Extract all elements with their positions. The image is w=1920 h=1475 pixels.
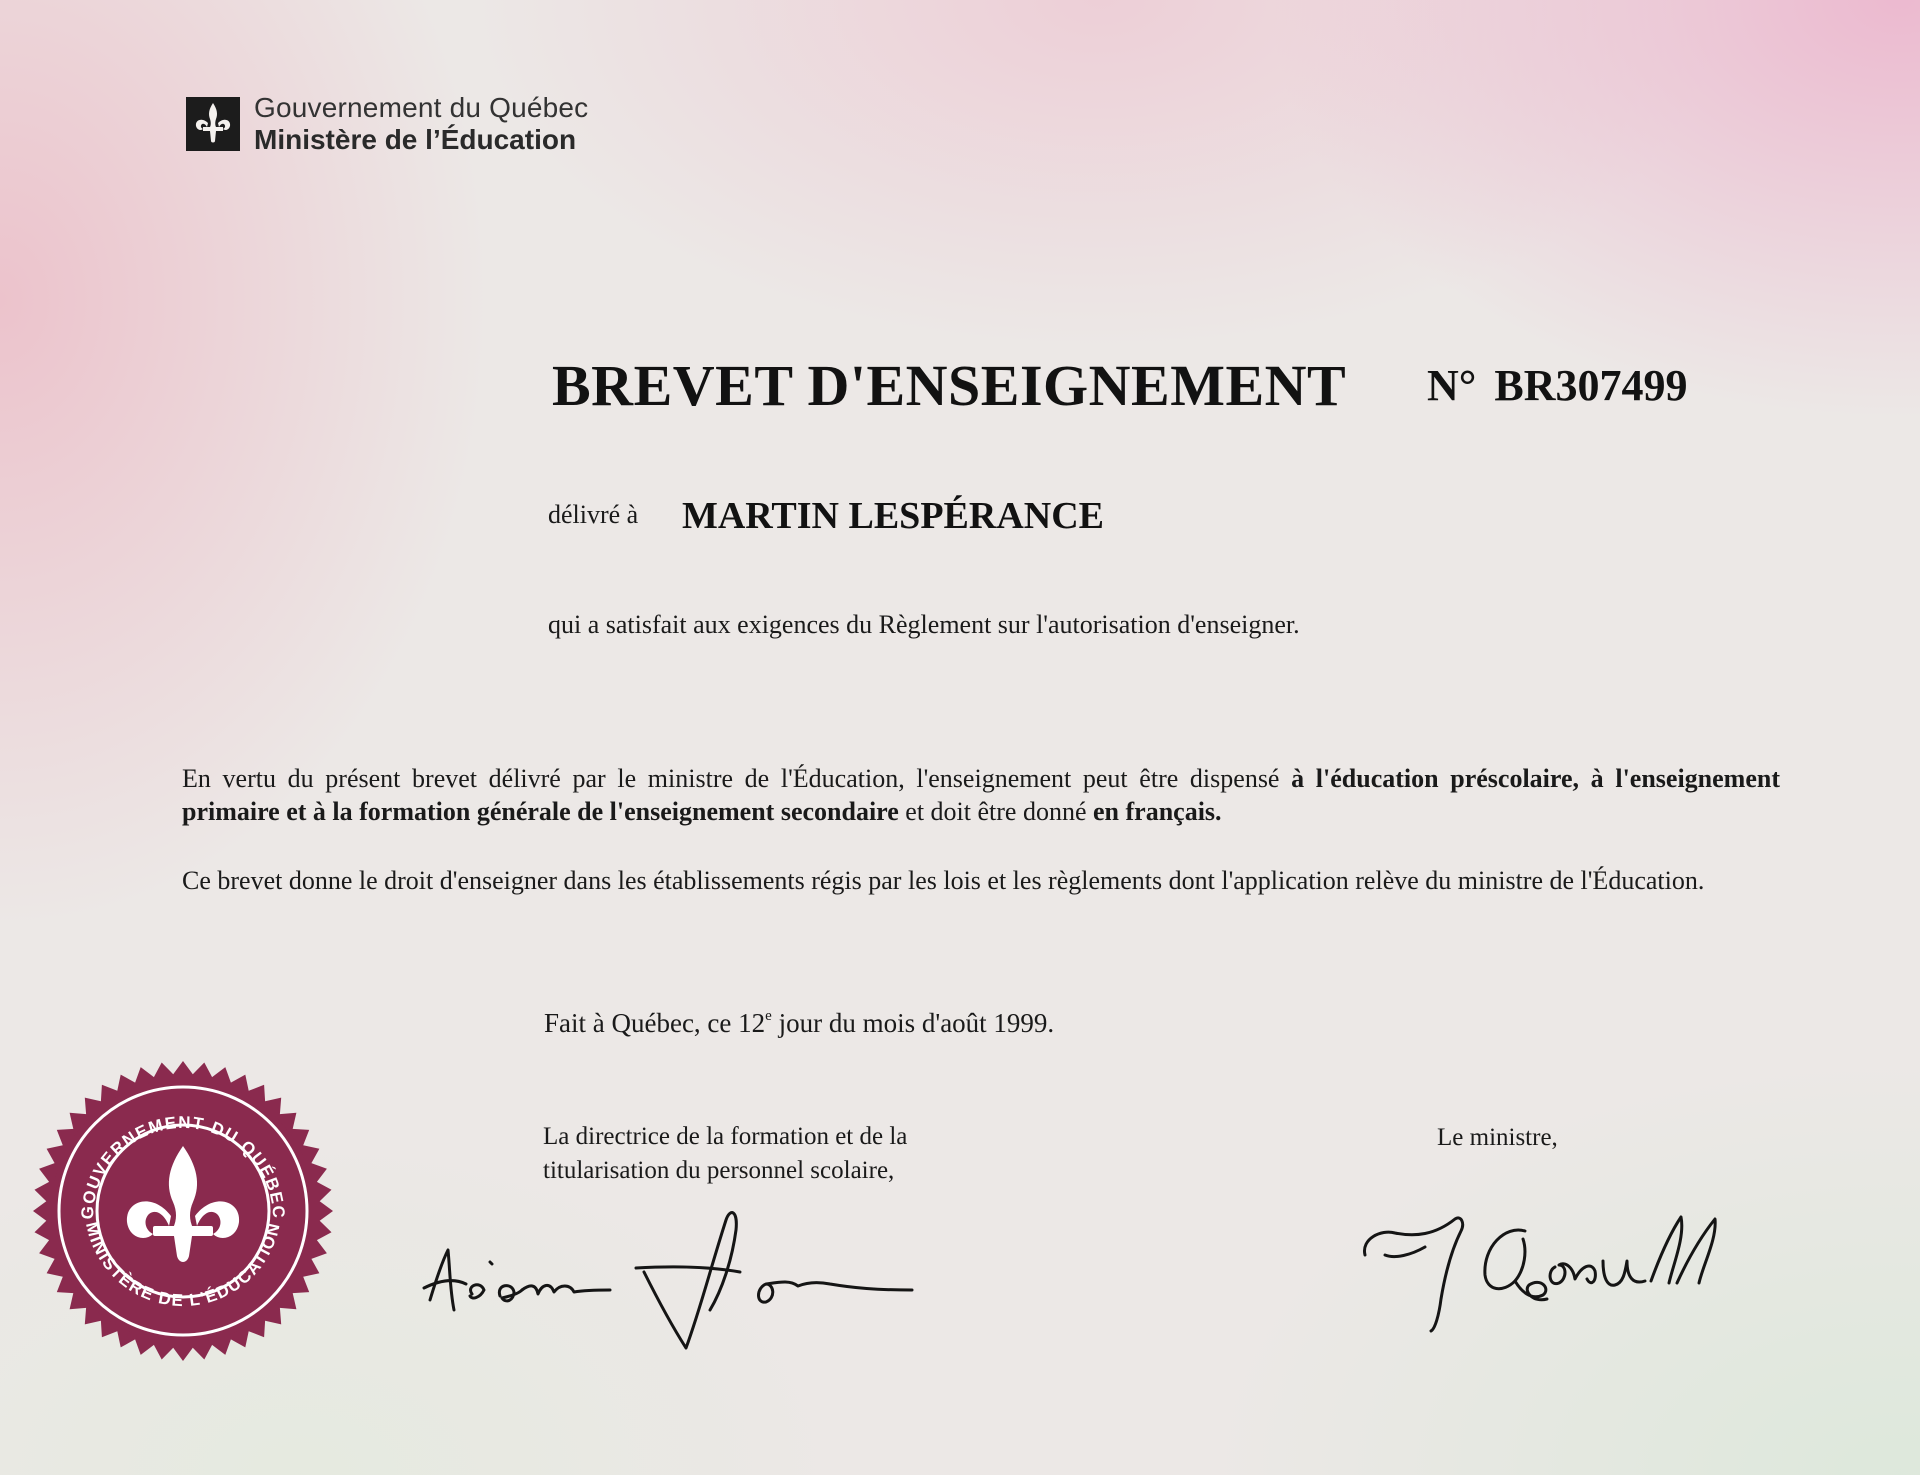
- para1-levels: à l'éducation préscolaire, à l'enseignement primaire et à la formation générale de l'enseignement secondaire: [182, 764, 1780, 826]
- requirement-statement: qui a satisfait aux exigences du Règlement sur l'autorisation d'enseigner.: [548, 610, 1300, 639]
- fleur-de-lis-icon: [186, 97, 240, 151]
- certificate-title: BREVET D'ENSEIGNEMENT: [552, 353, 1347, 418]
- certificate-number-prefix: N°: [1427, 361, 1477, 410]
- ministry-name: Ministère de l’Éducation: [254, 124, 577, 155]
- para1-language: en français.: [1093, 797, 1222, 826]
- authorization-paragraph: [182, 762, 1780, 828]
- date-prefix: Fait à Québec, ce 12: [544, 1008, 766, 1038]
- quebec-flag-logo: [186, 97, 240, 151]
- seal-top-text: GOUVERNEMENT DU QUÉBEC: [77, 1112, 289, 1220]
- minister-signature: [1355, 1195, 1730, 1345]
- director-title-line2: titularisation du personnel scolaire,: [543, 1157, 895, 1184]
- certificate-number-value: BR307499: [1494, 361, 1688, 410]
- certificate-number: [1427, 360, 1688, 411]
- issue-date: [544, 1008, 1054, 1039]
- para1-text-c: et doit être donné: [898, 797, 1093, 826]
- director-title: [543, 1120, 907, 1188]
- government-name: Gouvernement du Québec: [254, 92, 589, 123]
- director-signature: [410, 1200, 930, 1360]
- seal-bottom-text: MINISTÈRE DE L'ÉDUCATION: [82, 1220, 284, 1311]
- para1-text-a: En vertu du présent brevet délivré par le ministre de l'Éducation, l'enseignement peut être dispensé: [182, 764, 1292, 793]
- date-superscript: e: [765, 1008, 772, 1024]
- date-suffix: jour du mois d'août 1999.: [771, 1008, 1055, 1038]
- minister-title: Le ministre,: [1437, 1124, 1558, 1151]
- ministry-seal: [30, 1058, 336, 1364]
- delivered-to-label: délivré à: [548, 500, 639, 529]
- director-title-line1: La directrice de la formation et de la: [543, 1123, 908, 1150]
- rights-paragraph: Ce brevet donne le droit d'enseigner dans les établissements régis par les lois et les règlements dont l'application relève du ministre de l'Éducation.: [182, 866, 1705, 895]
- recipient-name: MARTIN LESPÉRANCE: [682, 495, 1104, 537]
